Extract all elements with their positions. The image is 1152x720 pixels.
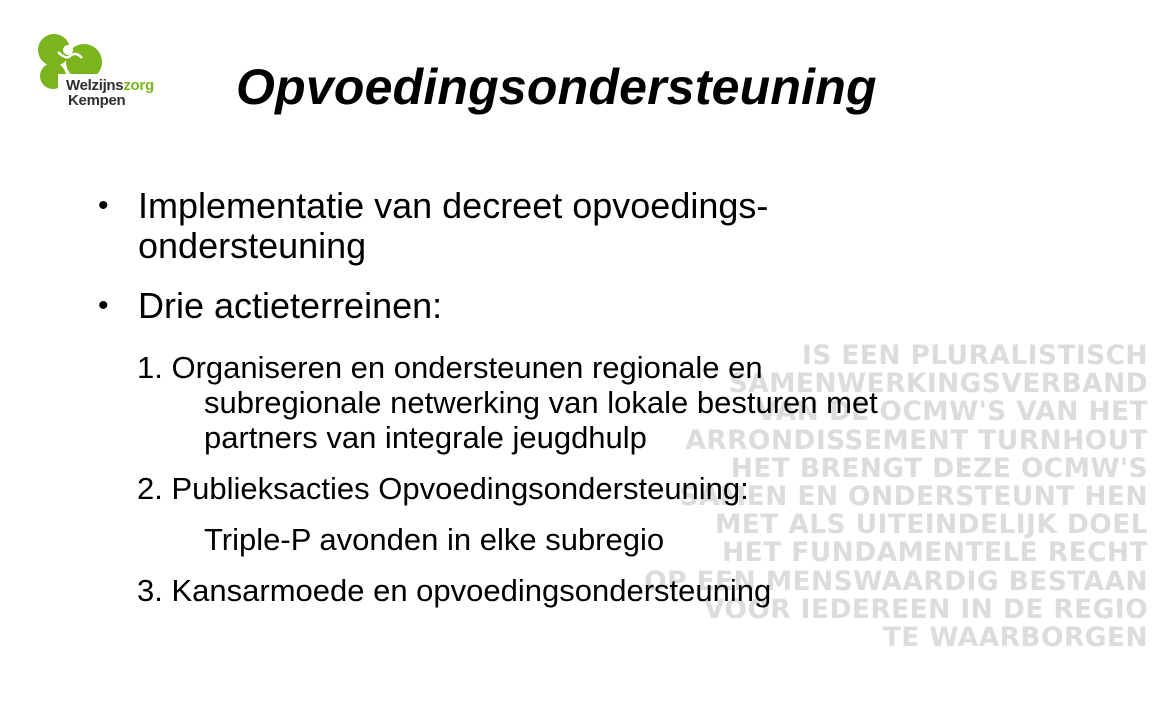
watermark-line: SAMENWERKINGSVERBAND [728, 368, 1148, 400]
numbered-item [137, 471, 1017, 557]
numbered-line: subregionale netwerking van lokale besturen met [204, 385, 878, 420]
bullet-marker: • [98, 289, 109, 322]
watermark-line: SAMEN EN ONDERSTEUNT HEN [679, 481, 1148, 513]
watermark-line: ARRONDISSEMENT TURNHOUT [685, 424, 1148, 456]
watermark-line: HET FUNDAMENTELE RECHT [722, 537, 1148, 569]
bullet-line: Drie actieterreinen: [138, 285, 443, 326]
numbered-list [137, 350, 1017, 608]
numbered-item [137, 350, 1017, 455]
numbered-line: 2. Publieksacties Opvoedingsondersteuning: [137, 471, 749, 506]
logo-word-zorg: zorg [123, 77, 154, 94]
bullet-list [98, 186, 858, 326]
watermark-line: IS EEN PLURALISTISCH [801, 340, 1148, 371]
watermark-line: VOOR IEDEREEN IN DE REGIO [703, 593, 1148, 625]
bullet-line: Implementatie van decreet opvoedings- [138, 185, 769, 226]
bullet-marker: • [98, 189, 109, 222]
numbered-line: Triple-P avonden in elke subregio [204, 522, 665, 557]
logo-wordmark [66, 78, 154, 108]
bullet-item [98, 286, 858, 326]
logo-word-welzijns: Welzijns [66, 77, 124, 94]
welzijnszorg-kempen-logo [36, 34, 176, 114]
bullet-line: ondersteuning [138, 225, 367, 266]
watermark-line: OP EEN MENSWAARDIG BESTAAN [644, 565, 1148, 597]
watermark-line: TE WAARBORGEN [882, 622, 1148, 654]
numbered-line: 3. Kansarmoede en opvoedingsondersteuning [137, 573, 772, 608]
watermark-line: VAN DE OCMW'S VAN HET [756, 396, 1148, 428]
watermark-line: MET ALS UITEINDELIJK DOEL [714, 509, 1148, 541]
numbered-line: partners van integrale jeugdhulp [204, 420, 647, 455]
numbered-line: 1. Organiseren en ondersteunen regionale en [137, 350, 763, 385]
slide-title: Opvoedingsondersteuning [236, 59, 877, 115]
bullet-item [98, 186, 858, 266]
numbered-item [137, 573, 1017, 608]
watermark-line: HET BRENGT DEZE OCMW'S [730, 452, 1148, 484]
logo-word-kempen: Kempen [68, 92, 126, 109]
